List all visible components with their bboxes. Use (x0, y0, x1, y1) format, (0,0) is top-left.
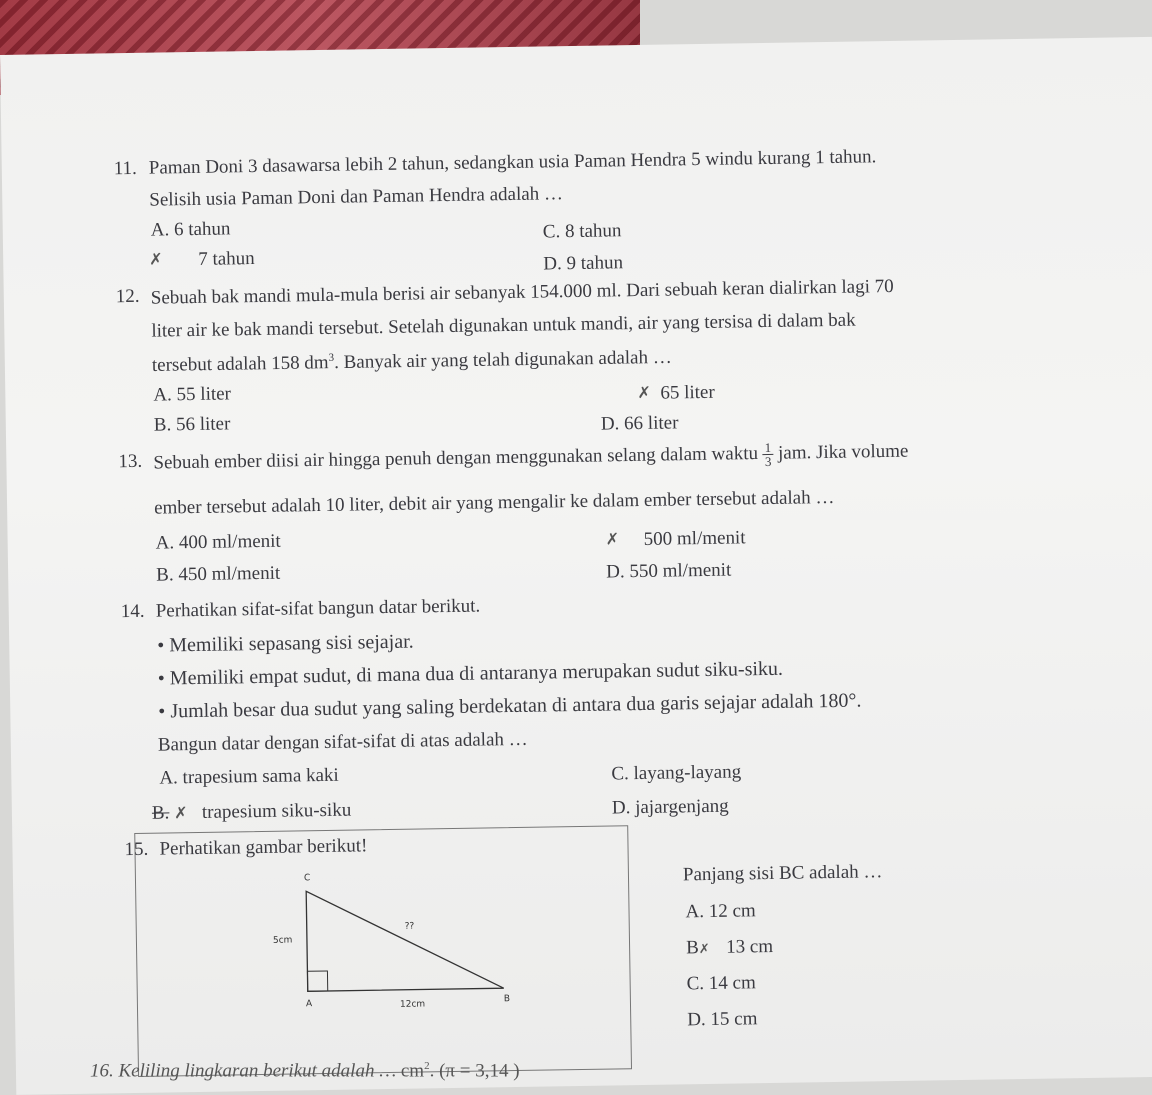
q13-number: 13. (118, 450, 143, 473)
q12-line1: Sebuah bak mandi mula-mula berisi air sebanyak 154.000 ml. Dari sebuah keran dialirkan lagi 70 (150, 275, 894, 309)
q15-option-b: 13 cm (725, 935, 774, 958)
q16-line (90, 1060, 520, 1082)
worksheet-page (0, 37, 1152, 1095)
q14-option-b-letter (152, 802, 188, 825)
answer-mark-q15: ✗ (698, 941, 710, 958)
q15-figure-box (134, 825, 632, 1077)
right-angle-marker (307, 971, 327, 991)
side-ab-label: 12cm (399, 999, 426, 1010)
q13-fraction (763, 441, 774, 468)
q16-number: 16. (90, 1060, 114, 1082)
vertex-c-label: C (303, 873, 311, 884)
q11-option-c: C. 8 tahun (542, 220, 622, 243)
q13-line1-post: jam. Jika volume (777, 440, 909, 464)
triangle-abc (306, 888, 504, 991)
q16-unit: cm (400, 1060, 425, 1082)
q14-bullet-3: • Jumlah besar dua sudut yang saling berdekatan di antara dua garis sejajar adalah 180°. (158, 689, 862, 723)
q13-option-c: 500 ml/menit (643, 527, 746, 550)
q11-line1: Paman Doni 3 dasawarsa lebih 2 tahun, sedangkan usia Paman Hendra 5 windu kurang 1 tahun. (148, 146, 877, 179)
q14-intro: Perhatikan sifat-sifat bangun datar berikut. (155, 595, 481, 622)
q14-bullet-1-text: Memiliki sepasang sisi sejajar. (169, 630, 414, 657)
q15-intro: Perhatikan gambar berikut! (159, 835, 368, 860)
q15-question: Panjang sisi BC adalah … (682, 861, 883, 886)
q13-option-b: B. 450 ml/menit (156, 562, 281, 586)
q14-option-d: D. jajargenjang (611, 795, 729, 819)
q12-number: 12. (115, 285, 140, 308)
q14-option-c: C. layang-layang (611, 761, 742, 785)
q14-bullet-2-text: Memiliki empat sudut, di mana dua di antaranya merupakan sudut siku-siku. (169, 657, 784, 690)
answer-mark-q14: ✗ (173, 803, 188, 823)
q13-fraction-numerator: 1 (764, 439, 772, 456)
q12-option-c: 65 liter (660, 381, 715, 404)
q13-line2: ember tersebut adalah 10 liter, debit air yang mengalir ke dalam ember tersebut adalah … (153, 486, 835, 519)
q11-number: 11. (113, 157, 138, 180)
q11-option-b: 7 tahun (198, 248, 255, 270)
q14-bullet-1: • Memiliki sepasang sisi sejajar. (157, 630, 414, 657)
q13-line1 (153, 439, 908, 478)
q14-bullet-3-text: Jumlah besar dua sudut yang saling berdekatan di antara dua garis sejajar adalah 180°. (170, 689, 862, 723)
q14-number: 14. (120, 600, 145, 623)
q13-option-d: D. 550 ml/menit (606, 559, 732, 583)
q11-option-d: D. 9 tahun (543, 252, 624, 275)
q15-option-a: A. 12 cm (685, 900, 756, 923)
q13-option-a: A. 400 ml/menit (155, 530, 281, 554)
q14-bullet-2: • Memiliki empat sudut, di mana dua di antaranya merupakan sudut siku-siku. (157, 657, 784, 690)
q15-option-b-letter (686, 937, 710, 959)
vertex-b-label: B (503, 994, 511, 1005)
q14-option-b: trapesium siku-siku (201, 799, 352, 823)
side-bc-label: ?? (404, 921, 415, 932)
answer-mark-q13: ✗ (605, 529, 620, 549)
q12-line2: liter air ke bak mandi tersebut. Setelah digunakan untuk mandi, air yang tersisa di dalam bak (151, 309, 856, 342)
q13-fraction-denominator: 3 (764, 453, 772, 470)
q16-unit-sup: 2 (424, 1060, 430, 1072)
q15-option-b-letter-text: B (685, 937, 699, 959)
vertex-a-label: A (305, 999, 313, 1010)
q16-text: Keliling lingkaran berikut adalah … (118, 1060, 397, 1082)
answer-mark-q12: ✗ (637, 382, 651, 403)
q15-option-c: C. 14 cm (686, 972, 756, 995)
q11-line2: Selisih usia Paman Doni dan Paman Hendra adalah … (149, 183, 564, 211)
side-ac-label: 5cm (272, 935, 293, 946)
answer-mark-q11: ✗ (149, 249, 163, 269)
q12-line3-pre: tersebut adalah 158 dm (151, 352, 329, 376)
q13-line1-pre: Sebuah ember diisi air hingga penuh dengan menggunakan selang dalam waktu (153, 443, 759, 474)
q15-triangle-figure (135, 826, 631, 1076)
q15-option-d: D. 15 cm (687, 1008, 758, 1031)
q12-line3-post: . Banyak air yang telah digunakan adalah … (333, 346, 672, 374)
q12-option-d: D. 66 liter (600, 412, 679, 435)
q12-option-b: B. 56 liter (153, 413, 231, 436)
q12-option-a: A. 55 liter (153, 383, 232, 406)
q12-line3-sup: 3 (328, 351, 335, 364)
q14-question: Bangun datar dengan sifat-sifat di atas adalah … (157, 728, 528, 756)
q14-option-a: A. trapesium sama kaki (159, 764, 339, 789)
q14-option-b-letter-text: B. (151, 802, 170, 824)
q16-pi: . (π = 3,14 ) (429, 1060, 520, 1082)
q12-line3 (152, 346, 672, 376)
q15-number: 15. (124, 838, 149, 861)
q11-option-a: A. 6 tahun (150, 218, 231, 241)
